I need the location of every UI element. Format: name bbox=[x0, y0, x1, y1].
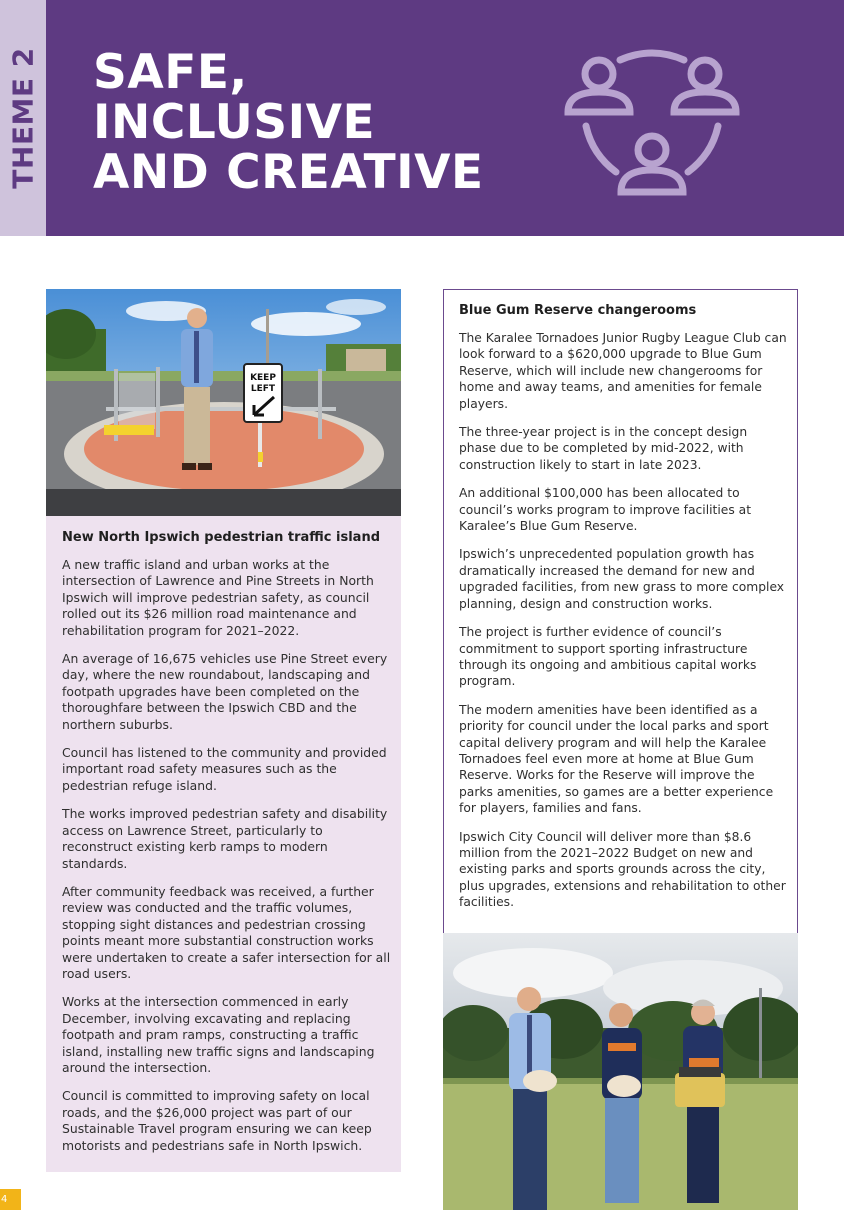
right-paragraph-7: Ipswich City Council will deliver more than $8.6 million from the 2021–2022 Budget on new and existing parks and sports grounds across the city, plus upgrades, extensions and rehabilitation to other facilities. bbox=[459, 829, 786, 910]
left-paragraph-4: The works improved pedestrian safety and disability access on Lawrence Street, particularly to reconstruct existing kerb ramps to modern standards. bbox=[62, 806, 388, 871]
keep-sign-line-2: LEFT bbox=[250, 384, 276, 394]
right-paragraph-4: Ipswich’s unprecedented population growth has dramatically increased the demand for new and upgraded facilities, from new grass to more complex planning, design and construction works. bbox=[459, 547, 785, 611]
title-line-1: SAFE, bbox=[93, 45, 248, 100]
keep-sign-line-1: KEEP bbox=[250, 373, 276, 383]
left-paragraph-5: After community feedback was received, a further review was conducted and the traffic volumes, stopping sight distances and pedestrian crossing points meant more substantial construction works were undertaken to create a safer intersection for all road users. bbox=[62, 883, 391, 981]
left-paragraph-2: An average of 16,675 vehicles use Pine Street every day, where the new roundabout, landscaping and footpath upgrades have been completed on the thoroughfare between the Ipswich CBD and the northern suburbs. bbox=[62, 651, 388, 732]
theme-label: THEME 2 bbox=[6, 47, 40, 189]
right-paragraph-5: The project is further evidence of council’s commitment to support sporting infrastructure through its ongoing and ambitious capital works program. bbox=[459, 625, 757, 689]
left-paragraph-6: Works at the intersection commenced in early December, involving excavating and replacing footpath and pram ramps, constructing a traffic island, installing new traffic signs and landscaping around the intersection. bbox=[62, 994, 375, 1075]
right-paragraph-2: The three-year project is in the concept design phase due to be completed by mid-2022, with construction likely to start in late 2023. bbox=[459, 425, 748, 472]
title-line-2: INCLUSIVE bbox=[93, 95, 376, 150]
traffic-island-photo bbox=[46, 289, 401, 516]
blue-gum-heading: Blue Gum Reserve changerooms bbox=[459, 303, 697, 318]
right-paragraph-6: The modern amenities have been identified as a priority for council under the local parks and sport capital delivery program and will help the Karalee Tornadoes feel even more at home at Blue Gum Reserve. Works for the Reserve will improve the parks amenities, so games are a better experience for players, families and fans. bbox=[459, 702, 774, 816]
theme-header-banner bbox=[0, 0, 844, 236]
theme-tab bbox=[0, 0, 46, 236]
traffic-island-article bbox=[62, 530, 392, 1166]
sports-field-photo bbox=[443, 933, 798, 1210]
traffic-island-heading: New North Ipswich pedestrian traffic island bbox=[62, 530, 381, 545]
left-paragraph-7: Council is committed to improving safety on local roads, and the $26,000 project was part of our Sustainable Travel program ensuring we can keep motorists and pedestrians safe in North Ipswich. bbox=[62, 1088, 372, 1153]
left-paragraph-1: A new traffic island and urban works at the intersection of Lawrence and Pine Streets in North Ipswich will improve pedestrian safety, as council rolled out its $26 million road maintenance and rehabilitation program for 2021–2022. bbox=[62, 557, 374, 638]
right-paragraph-1: The Karalee Tornadoes Junior Rugby League Club can look forward to a $620,000 upgrade to Blue Gum Reserve, which will include new changerooms for home and away teams, and amenities for female players. bbox=[459, 331, 787, 411]
page-title bbox=[93, 45, 484, 200]
blue-gum-article bbox=[459, 303, 787, 923]
title-line-3: AND CREATIVE bbox=[93, 145, 484, 200]
right-paragraph-3: An additional $100,000 has been allocated to council’s works program to improve facilities at Karalee’s Blue Gum Reserve. bbox=[459, 486, 752, 534]
page-number: 4 bbox=[0, 1189, 21, 1210]
community-people-icon bbox=[562, 46, 742, 200]
left-paragraph-3: Council has listened to the community and provided important road safety measures such as the pedestrian refuge island. bbox=[62, 745, 387, 793]
